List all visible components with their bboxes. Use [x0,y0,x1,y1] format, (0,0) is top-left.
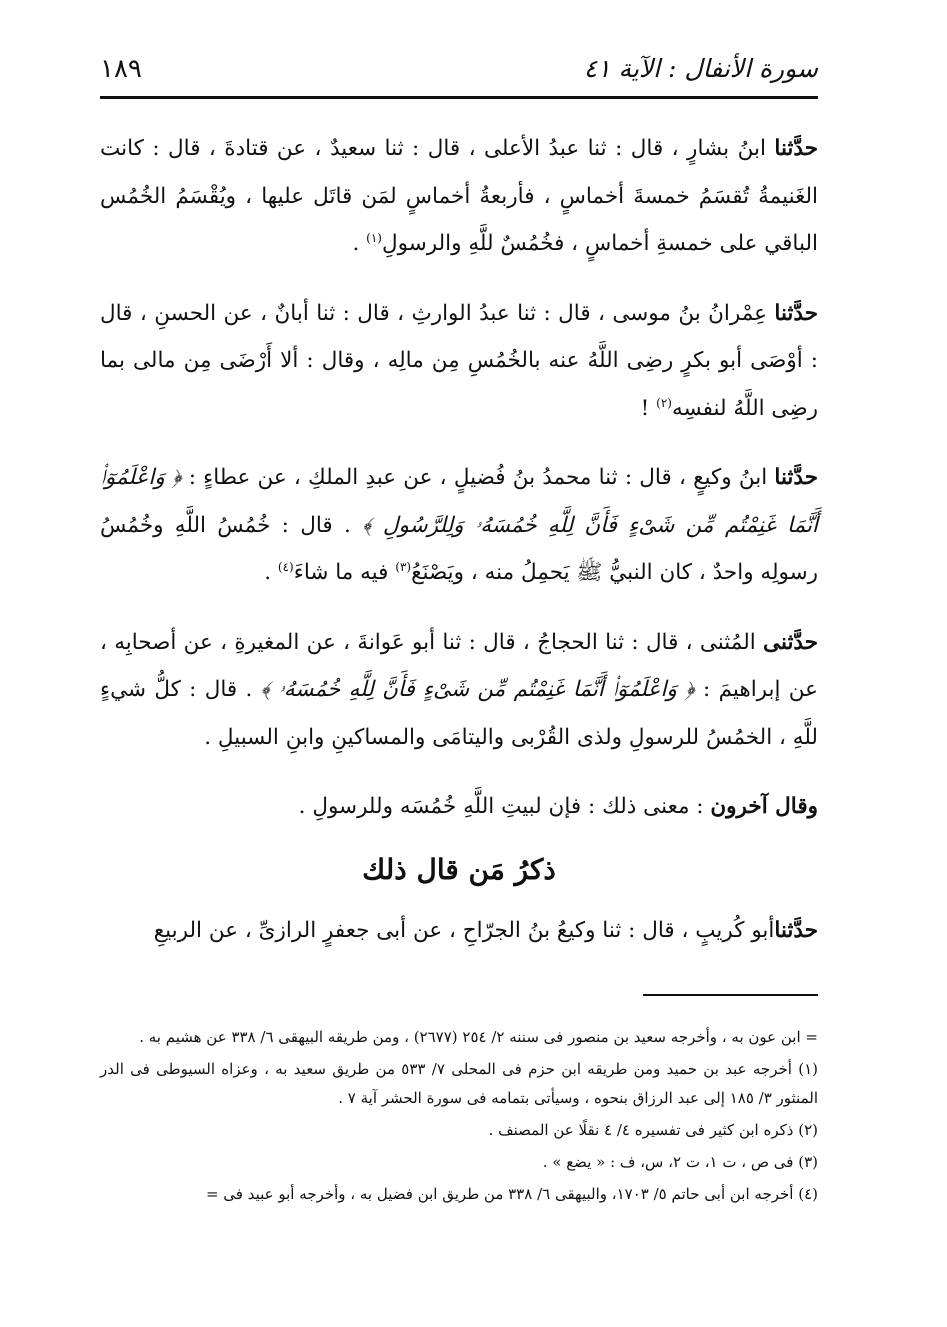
footnote-marker: (٢) [656,395,672,410]
footnote-marker: (٤) [277,559,294,574]
page-number: ١٨٩ [100,54,142,84]
paragraph-text: عِمْرانُ بنُ موسى ، قال : ثنا عبدُ الوارثِ ، قال : ثنا أبانٌ ، عن الحسنِ ، قال : أوْصَى أبو بكرٍ رضِى اللَّهُ عنه بالخُمُسِ مِن مالِه ، وقال : ألا أَرْضَى مِن مالى بما رضِى اللَّهُ لنفسِه [100,300,818,421]
paragraph-end: ! [640,395,657,421]
header-divider [100,96,818,99]
quran-verse: ﴿ وَاعْلَمُوٓا۟ أَنَّمَا غَنِمْتُم مِّن شَىْءٍ فَأَنَّ لِلَّهِ خُمُسَهُۥ ﴾ [260,677,695,702]
paragraph-end: . [352,231,367,256]
footnote: (٣) فى ص ، ت ١، ت ٢، س، ف : « يضع » . [542,1153,818,1171]
footnote: (٤) أخرجه ابن أبى حاتم ٥/ ١٧٠٣، والبيهقى ٦/ ٣٣٨ من طريق ابن فضيل به ، وأخرجه أبو عبيد فى = [205,1185,818,1203]
paragraph-text: ابنُ بشارٍ ، قال : ثنا عبدُ الأعلى ، قال : ثنا سعيدٌ ، عن قتادةَ ، قال : كانت الغَنيمةُ تُقسَمُ خمسةَ أخماسٍ ، فأربعةُ أخماسٍ لمَن قاتَل عليها ، ويُقْسَمُ الخُمُس الباقي على خمسةِ أخماسٍ ، فخُمُسٌ للَّهِ والرسولِ [100,136,818,256]
paragraph-text: أبو كُريبٍ ، قال : ثنا وكيعُ بنُ الجرّاحِ ، عن أبى جعفرٍ الرازىِّ ، عن الربيعِ [153,918,775,943]
footnote-marker: (١) [366,230,382,245]
paragraph-end: . [264,560,278,585]
paragraph [100,454,818,597]
footnote: (٢) ذكره ابن كثير فى تفسيره ٤/ ٤ نقلًا عن المصنف . [488,1121,818,1139]
footnotes [100,1023,818,1212]
paragraph-lead: حدَّثنا [774,918,818,943]
paragraph [100,125,818,268]
running-title: سورة الأنفال : الآية ٤١ [583,54,818,83]
paragraph-lead: حدَّثنا [774,136,818,161]
paragraph-text: . قال : خُمُسُ اللَّهِ وخُمُسُ رسولِه واحدٌ ، كان النبيُّ ﷺ يَحمِلُ منه ، ويَصْنَعُ [100,512,818,585]
paragraph-lead: وقال آخرون [710,794,818,819]
paragraph-text: المُثنى ، قال : ثنا الحجاجُ ، قال : ثنا أبو عَوانةَ ، عن المغيرةِ ، عن أصحابِه ، عن إبراهيمَ : [100,629,819,702]
quran-verse: ﴿ وَاعْلَمُوٓا۟ أَنَّمَا غَنِمْتُم مِّن شَىْءٍ فَأَنَّ لِلَّهِ خُمُسَهُۥ وَلِلرَّسُولِ ﴾ [100,465,818,538]
paragraph-lead: حدَّثنا [774,465,818,490]
paragraph [100,907,818,955]
page-header [100,50,818,90]
paragraph [100,783,818,831]
footnote: = ابن عون به ، وأخرجه سعيد بن منصور فى سننه ٢/ ٢٥٤ (٢٦٧٧) ، ومن طريقه البيهقى ٦/ ٣٣٨ عن هشيم به . [139,1028,818,1046]
footnote-divider [643,994,818,996]
section-heading: ذكرُ مَن قال ذلك [362,852,556,886]
paragraph-text: فيه ما شاءَ [293,560,396,585]
paragraph-lead: حدَّثنا [774,300,818,326]
paragraph-text: ابنُ وكيعٍ ، قال : ثنا محمدُ بنُ فُضيلٍ ، عن عبدِ الملكِ ، عن عطاءٍ : [181,465,775,490]
paragraph-lead: حدَّثنى [763,629,818,655]
footnote: (١) أخرجه عبد بن حميد ومن طريقه ابن حزم فى المحلى ٧/ ٥٣٣ من طريق سعيد به ، وعزاه السيوطى فى الدر المنثور ٣/ ١٨٥ إلى عبد الرزاق بنحوه ، وسيأتى بتمامه فى سورة الحشر آية ٧ . [100,1060,818,1107]
paragraph-text: : معنى ذلك : فإن لبيتِ اللَّهِ خُمُسَه وللرسولِ . [298,794,711,819]
paragraph [100,619,818,762]
paragraph-text: . قال : كلُّ شيءٍ للَّهِ ، الخمُسُ للرسولِ ولذى القُرْبى واليتامَى والمساكينِ وابنِ السبيلِ . [100,677,818,750]
paragraph [100,290,818,433]
footnote-marker: (٣) [395,559,412,574]
main-text [100,125,818,976]
